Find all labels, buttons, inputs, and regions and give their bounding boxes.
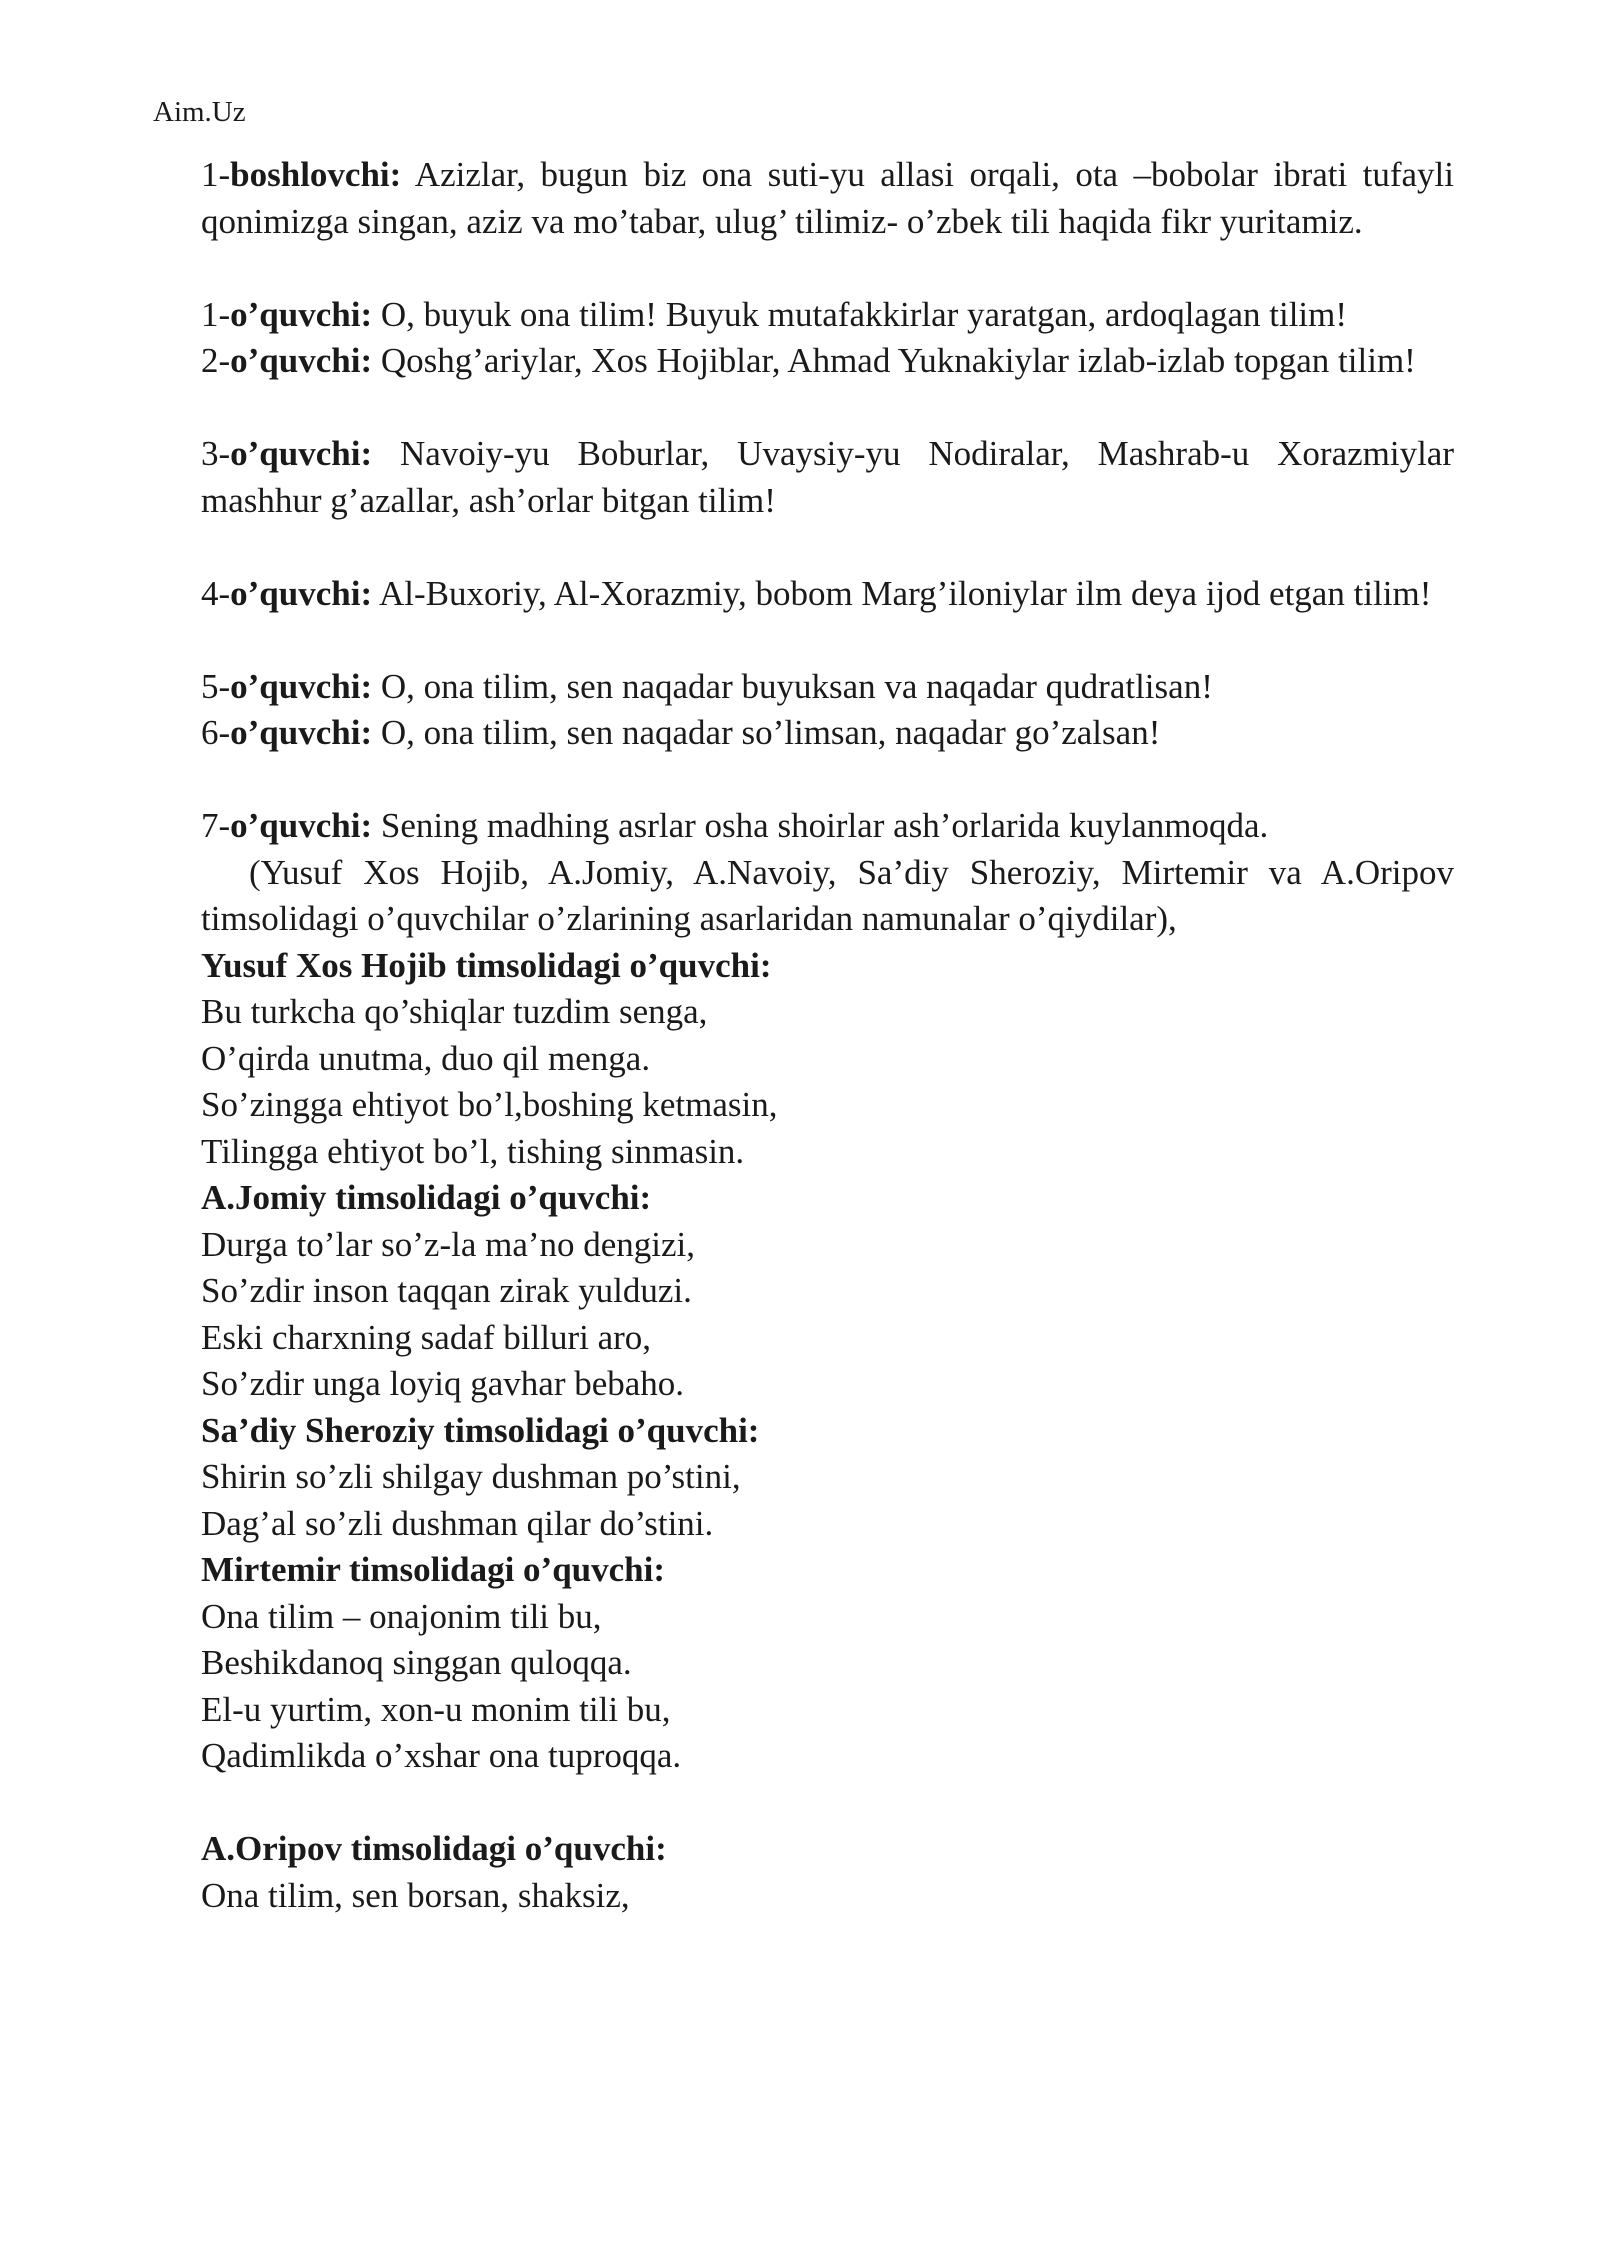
speaker-number: 2- [201,341,231,380]
poem-line: So’zingga ehtiyot bo’l,boshing ketmasin, [201,1085,778,1124]
dialog-text: Sening madhing asrlar osha shoirlar ash’orlarida kuylanmoqda. [372,806,1269,845]
dialog-line-host-1 [201,152,1454,245]
poem-line: Dag’al so’zli dushman qilar do’stini. [201,1503,714,1543]
blank-line [201,245,1454,292]
speaker-number: 6- [201,713,231,752]
dialog-text: Azizlar, bugun biz ona suti-yu allasi orqali, ota –bobolar ibrati tufayli qonimizga singan, aziz va mo’tabar, ulug’ tilimiz- o’zbek tili haqida fikr yuritamiz. [201,155,1454,241]
speaker-role: o’quvchi: [230,713,373,752]
poem-heading: A.Jomiy timsolidagi o’quvchi: [201,1178,652,1217]
dialog-line-student-2 [201,338,1454,385]
document-body [201,152,1454,1919]
speaker-number: 3- [201,434,231,473]
poem-line: O’qirda unutma, duo qil menga. [201,1038,651,1078]
speaker-number: 1- [201,294,231,334]
poem-line: Durga to’lar so’z-la ma’no dengizi, [201,1224,696,1264]
dialog-text: Qoshg’ariylar, Xos Hojiblar, Ahmad Yuknakiylar izlab-izlab topgan tilim! [372,341,1416,380]
blank-line [201,524,1454,571]
poem-heading: Mirtemir timsolidagi o’quvchi: [201,1550,666,1589]
poem-line: Bu turkcha qo’shiqlar tuzdim senga, [201,992,708,1031]
poem-line: Eski charxning sadaf billuri aro, [201,1317,652,1357]
blank-line [201,385,1454,432]
poem-heading: Sa’diy Sheroziy timsolidagi o’quvchi: [201,1410,760,1450]
dialog-text: O, ona tilim, sen naqadar buyuksan va naqadar qudratlisan! [372,666,1213,706]
speaker-number: 4- [201,573,231,613]
blank-line [201,617,1454,664]
dialog-text: O, ona tilim, sen naqadar so’limsan, naqadar go’zalsan! [372,713,1161,752]
dialog-text: O, buyuk ona tilim! Buyuk mutafakkirlar yaratgan, ardoqlagan tilim! [372,294,1348,334]
speaker-number: 5- [201,666,231,706]
poem-line: So’zdir inson taqqan zirak yulduzi. [201,1271,692,1310]
speaker-role: o’quvchi: [230,806,373,845]
dialog-line-student-5 [201,664,1454,711]
site-header: Aim.Uz [153,96,246,128]
speaker-role: o’quvchi: [230,434,373,473]
dialog-text: Al-Buxoriy, Al-Xorazmiy, bobom Marg’iloniylar ilm deya ijod etgan tilim! [372,573,1432,613]
blank-line [201,757,1454,804]
dialog-line-student-1 [201,292,1454,339]
speaker-role: o’quvchi: [230,573,373,613]
dialog-line-student-4 [201,571,1454,618]
poem-line: Tilingga ehtiyot bo’l, tishing sinmasin. [201,1131,745,1171]
poem-heading: A.Oripov timsolidagi o’quvchi: [201,1829,667,1868]
dialog-text: Navoiy-yu Boburlar, Uvaysiy-yu Nodiralar, Mashrab-u Xorazmiylar mashhur g’azallar, ash’orlar bitgan tilim! [201,434,1454,520]
poem-line: Beshikdanoq singgan quloqqa. [201,1643,632,1682]
speaker-role: o’quvchi: [230,294,373,334]
speaker-role: boshlovchi: [230,155,402,194]
poem-line: Qadimlikda o’xshar ona tuproqqa. [201,1736,682,1775]
poem-line: Ona tilim, sen borsan, shaksiz, [201,1875,630,1915]
speaker-role: o’quvchi: [230,666,373,706]
poem-heading: Yusuf Xos Hojib timsolidagi o’quvchi: [201,945,772,985]
speaker-role: o’quvchi: [230,341,373,380]
poem-line: Shirin so’zli shilgay dushman po’stini, [201,1457,741,1496]
stage-note: (Yusuf Xos Hojib, A.Jomiy, A.Navoiy, Sa’diy Sheroziy, Mirtemir va A.Oripov timsolidagi o’quvchilar o’zlarining asarlaridan namunalar o’qiydilar), [201,852,1454,938]
poem-line: Ona tilim – onajonim tili bu, [201,1596,602,1636]
poem-line: El-u yurtim, xon-u monim tili bu, [201,1689,671,1729]
speaker-number: 1- [201,155,231,194]
blank-line [201,1780,1454,1827]
poem-line: So’zdir unga loyiq gavhar bebaho. [201,1364,685,1403]
speaker-number: 7- [201,806,231,845]
dialog-line-student-3 [201,431,1454,524]
dialog-line-student-7 [201,803,1454,850]
dialog-line-student-6 [201,710,1454,757]
